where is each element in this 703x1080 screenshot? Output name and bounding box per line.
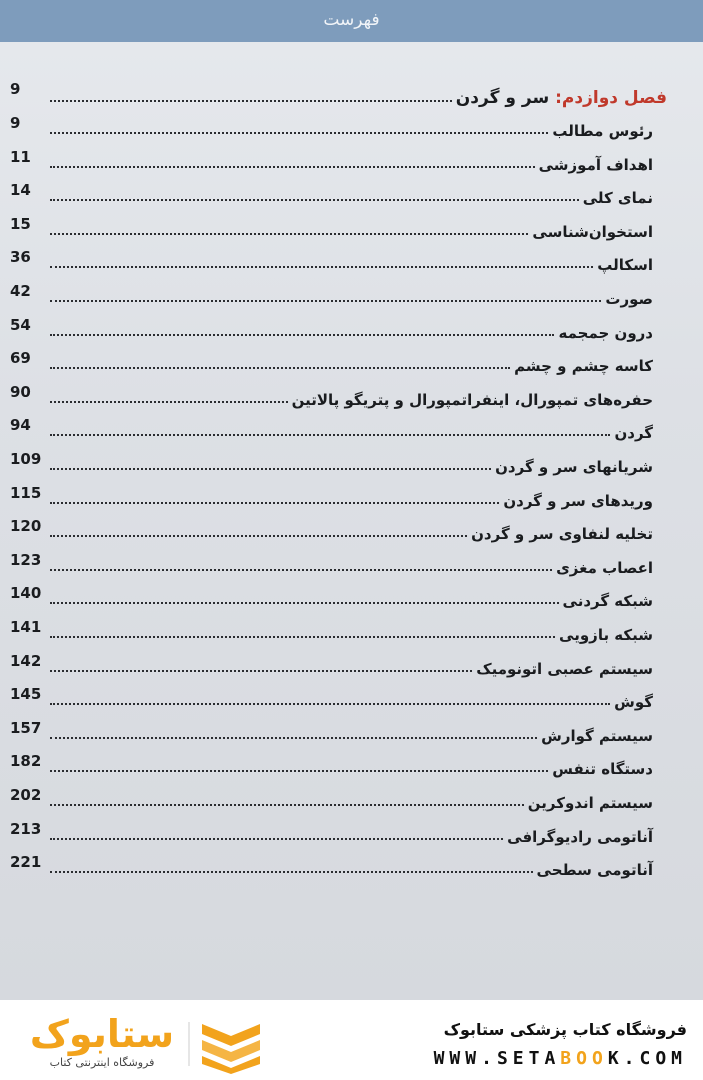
toc-page-number: 9 [10,80,21,98]
toc-leader [50,166,535,168]
toc-entry[interactable] [0,584,703,626]
toc-entry-title: شبکه بازویی [559,626,653,644]
toc-page-number: 15 [10,214,31,233]
toc-leader [50,367,510,369]
toc-entry-title: استخوان‌شناسی [532,222,653,241]
toc-leader [50,838,503,840]
toc-chapter-row[interactable] [0,80,703,122]
toc-chapter-label [456,88,667,108]
toc-entry-title: اسکالپ [597,256,653,275]
toc-entry-title: گردن [614,424,653,443]
url-accent: BOO [560,1048,608,1069]
url-part-2: K.COM [607,1048,687,1069]
toc-entry[interactable] [0,282,703,324]
toc-entry[interactable] [0,685,703,727]
toc-leader [50,233,528,235]
toc-page-number: 115 [10,483,42,502]
logo-divider [188,1022,190,1066]
toc-leader [50,266,593,268]
toc-entry[interactable] [0,147,703,190]
toc-leader [50,132,548,134]
toc-page-number: 221 [10,853,42,872]
toc-entry[interactable] [0,214,703,257]
chapter-title: سر و گردن [455,88,550,108]
toc-leader [50,434,610,436]
toc-leader [50,703,610,705]
toc-entry[interactable] [0,853,703,895]
brand-tagline: فروشگاه اینترنتی کتاب [49,1056,155,1069]
toc-page-number: 69 [10,349,31,368]
toc-leader [50,569,552,571]
toc-page-number: 141 [10,618,42,636]
toc-entry-title: درون جمجمه [558,323,653,342]
toc-page-number: 11 [10,147,31,166]
toc-page-number: 54 [10,315,31,334]
toc-entry-title: دستگاه تنفس [552,760,653,779]
toc-page-number: 140 [10,584,42,603]
toc-entry[interactable] [0,450,703,492]
toc-leader [50,602,559,604]
toc-entry[interactable] [0,248,703,290]
toc-entry[interactable] [0,349,703,391]
toc-leader [50,100,452,102]
store-name: فروشگاه کتاب پزشکی ستابوک [443,1020,687,1039]
toc-entry[interactable] [0,718,703,761]
toc-entry[interactable] [0,618,703,660]
toc-entry-title: آناتومی رادیوگرافی [507,827,653,846]
toc-entry-title: سیستم اندوکرین [527,794,653,812]
chapter-prefix: فصل دوازدم: [555,88,667,108]
toc-entry[interactable] [0,315,703,358]
toc-entry[interactable] [0,382,703,425]
toc-page-number: 213 [10,819,42,838]
toc-entry-title: حفره‌های تمپورال، اینفراتمپورال و پتریگو پالاتین [291,390,653,409]
toc-entry[interactable] [0,416,703,458]
toc-entry[interactable] [0,550,703,593]
toc-entry-title: کاسه چشم و چشم [514,357,653,376]
toc-page-number: 14 [10,181,31,200]
toc-leader [50,804,524,806]
toc-page-number: 90 [10,382,31,401]
toc-leader [50,502,499,504]
toc-entry-title: گوش [614,693,653,712]
toc-entry-title: سیستم گوارش [541,726,653,745]
url-part-1: WWW.SETA [433,1048,561,1069]
toc-leader [50,401,288,403]
toc-page-number: 202 [10,786,42,804]
toc-entry-title: شریانهای سر و گردن [495,458,653,476]
toc-entry-title: آناتومی سطحی [536,861,653,880]
toc-entry[interactable] [0,651,703,694]
toc-entry-title: اهداف آموزشی [538,155,653,174]
toc-page-number: 94 [10,416,31,435]
toc-page-number: 120 [10,517,42,536]
toc-entry-title: صورت [605,290,653,308]
toc-entry[interactable] [0,483,703,526]
toc-entry[interactable] [0,181,703,223]
toc-entry[interactable] [0,517,703,559]
toc-leader [50,770,548,772]
toc-entry[interactable] [0,114,703,156]
toc-page-number: 157 [10,718,42,737]
toc-entry-title: وریدهای سر و گردن [503,491,653,510]
toc-entry[interactable] [0,819,703,862]
brand-chevron-icon [196,1018,266,1074]
toc-leader [50,468,491,470]
toc-page-number: 142 [10,651,42,670]
toc-page-number: 109 [10,450,42,468]
toc-leader [50,300,601,302]
toc-page-number: 145 [10,685,42,704]
toc-leader [50,334,554,336]
store-url-link[interactable] [434,1048,687,1069]
toc-page-number: 9 [10,114,21,132]
toc-entry-title: سیستم عصبی اتونومیک [476,659,653,678]
toc-leader [50,737,537,739]
toc-leader [50,670,472,672]
toc-entry-title: نمای کلی [582,189,653,208]
toc-entry[interactable] [0,786,703,828]
toc-page-number: 42 [10,282,31,300]
toc-entry-title: اعصاب مغزی [556,558,653,577]
toc-leader [50,535,467,537]
toc-leader [50,636,555,638]
brand-logo-text[interactable]: ستابوک [29,1012,175,1056]
toc-entry[interactable] [0,752,703,794]
toc-entry-title: رئوس مطالب [552,122,653,140]
toc-page-number: 182 [10,752,42,771]
toc-leader [50,871,533,873]
toc-page-number: 123 [10,550,42,569]
page-title: فهرست [323,10,380,30]
toc-leader [50,199,579,201]
toc-entry-title: تخلیه لنفاوی سر و گردن [471,525,653,544]
toc-entry-title: شبکه گردنی [562,592,653,611]
toc-page-number: 36 [10,248,31,267]
